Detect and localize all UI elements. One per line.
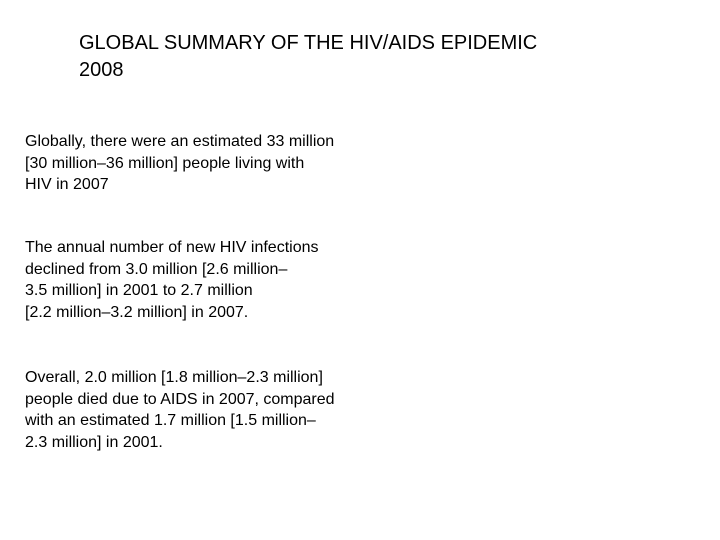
title-line: 2008 xyxy=(79,59,124,81)
text-line: [2.2 million–3.2 million] in 2007. xyxy=(25,303,249,321)
paragraph-people-living-with-hiv xyxy=(25,131,334,196)
text-line: with an estimated 1.7 million [1.5 million– xyxy=(25,412,316,429)
paragraph-aids-deaths xyxy=(25,367,335,453)
text-line: 2.3 million] in 2001. xyxy=(25,433,163,451)
text-line: Overall, 2.0 million [1.8 million–2.3 million] xyxy=(25,369,323,386)
text-line: people died due to AIDS in 2007, compared xyxy=(25,390,335,408)
text-line: HIV in 2007 xyxy=(25,176,109,193)
text-line: Globally, there were an estimated 33 million xyxy=(25,133,335,150)
text-line: 3.5 million] in 2001 to 2.7 million xyxy=(25,282,253,299)
slide-title xyxy=(79,30,537,84)
title-line: GLOBAL SUMMARY OF THE HIV/AIDS EPIDEMIC xyxy=(79,32,538,54)
text-line: The annual number of new HIV infections xyxy=(25,239,319,256)
paragraph-new-infections xyxy=(25,237,319,323)
text-line: declined from 3.0 million [2.6 million– xyxy=(25,260,288,278)
text-line: [30 million–36 million] people living with xyxy=(25,154,305,172)
